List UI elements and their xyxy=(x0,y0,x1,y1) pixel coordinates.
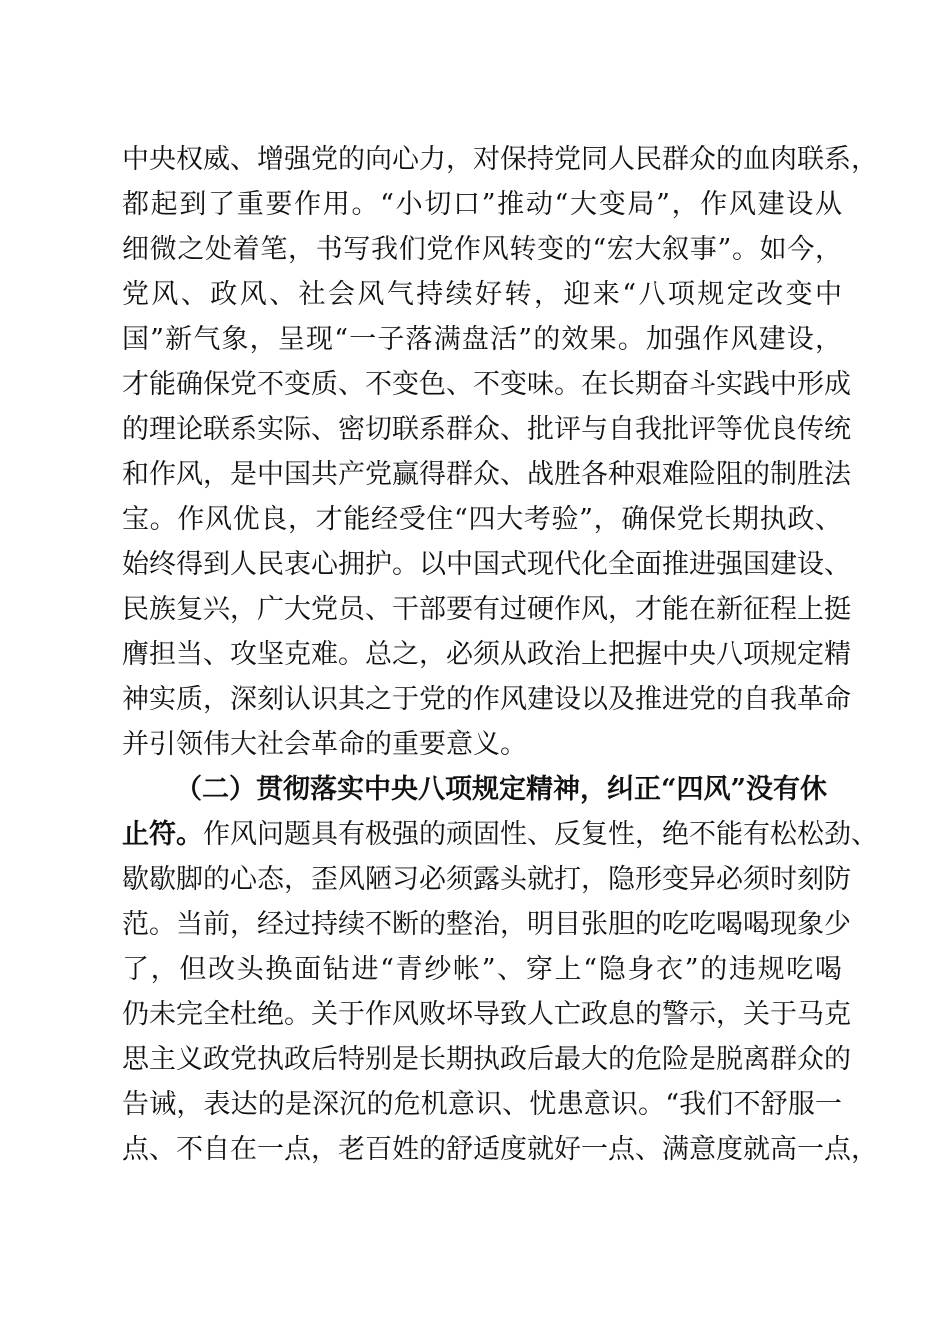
text-line: 仍未完全杜绝。关于作风败坏导致人亡政息的警示，关于马克 xyxy=(122,999,851,1030)
text-line: 膺担当、攻坚克难。总之，必须从政治上把握中央八项规定精 xyxy=(122,639,851,670)
text-line: 宝。作风优良，才能经受住“四大考验”，确保党长期执政、 xyxy=(122,504,842,535)
text-line: 党风、政风、社会风气持续好转，迎来“八项规定改变中 xyxy=(122,279,842,310)
text-line-rest: 作风问题具有极强的顽固性、反复性，绝不能有松松劲、 xyxy=(203,819,878,850)
text-line: 都起到了重要作用。“小切口”推动“大变局”，作风建设从 xyxy=(122,189,842,220)
text-line: 始终得到人民衷心拥护。以中国式现代化全面推进强国建设、 xyxy=(122,549,851,580)
text-line: 中央权威、增强党的向心力，对保持党同人民群众的血肉联系， xyxy=(122,144,878,175)
text-line: 才能确保党不变质、不变色、不变味。在长期奋斗实践中形成 xyxy=(122,369,851,400)
text-line: 点、不自在一点，老百姓的舒适度就好一点、满意度就高一点， xyxy=(122,1134,878,1165)
text-line: 范。当前，经过持续不断的整治，明目张胆的吃吃喝喝现象少 xyxy=(122,909,851,940)
text-line xyxy=(122,813,878,857)
text-line: 和作风，是中国共产党赢得群众、战胜各种艰难险阻的制胜法 xyxy=(122,459,851,490)
text-line: 的理论联系实际、密切联系群众、批评与自我批评等优良传统 xyxy=(122,414,851,445)
section-heading-end: 止符。 xyxy=(122,819,203,850)
text-line: 思主义政党执政后特别是长期执政后最大的危险是脱离群众的 xyxy=(122,1044,851,1075)
text-line: 国”新气象，呈现“一子落满盘活”的效果。加强作风建设， xyxy=(122,324,842,355)
text-line: 细微之处着笔，书写我们党作风转变的“宏大叙事”。如今， xyxy=(122,234,842,265)
text-line: 歇歇脚的心态，歪风陋习必须露头就打，隐形变异必须时刻防 xyxy=(122,864,851,895)
text-line: 神实质，深刻认识其之于党的作风建设以及推进党的自我革命 xyxy=(122,684,851,715)
text-line: 民族复兴，广大党员、干部要有过硬作风，才能在新征程上挺 xyxy=(122,594,851,625)
text-line: 并引领伟大社会革命的重要意义。 xyxy=(122,729,527,760)
section-heading: （二）贯彻落实中央八项规定精神，纠正“四风”没有休 xyxy=(175,774,828,805)
text-line: 告诫，表达的是深沉的危机意识、忧患意识。“我们不舒服一 xyxy=(122,1089,842,1120)
text-line: 了，但改头换面钻进“青纱帐”、穿上“隐身衣”的违规吃喝 xyxy=(122,954,842,985)
